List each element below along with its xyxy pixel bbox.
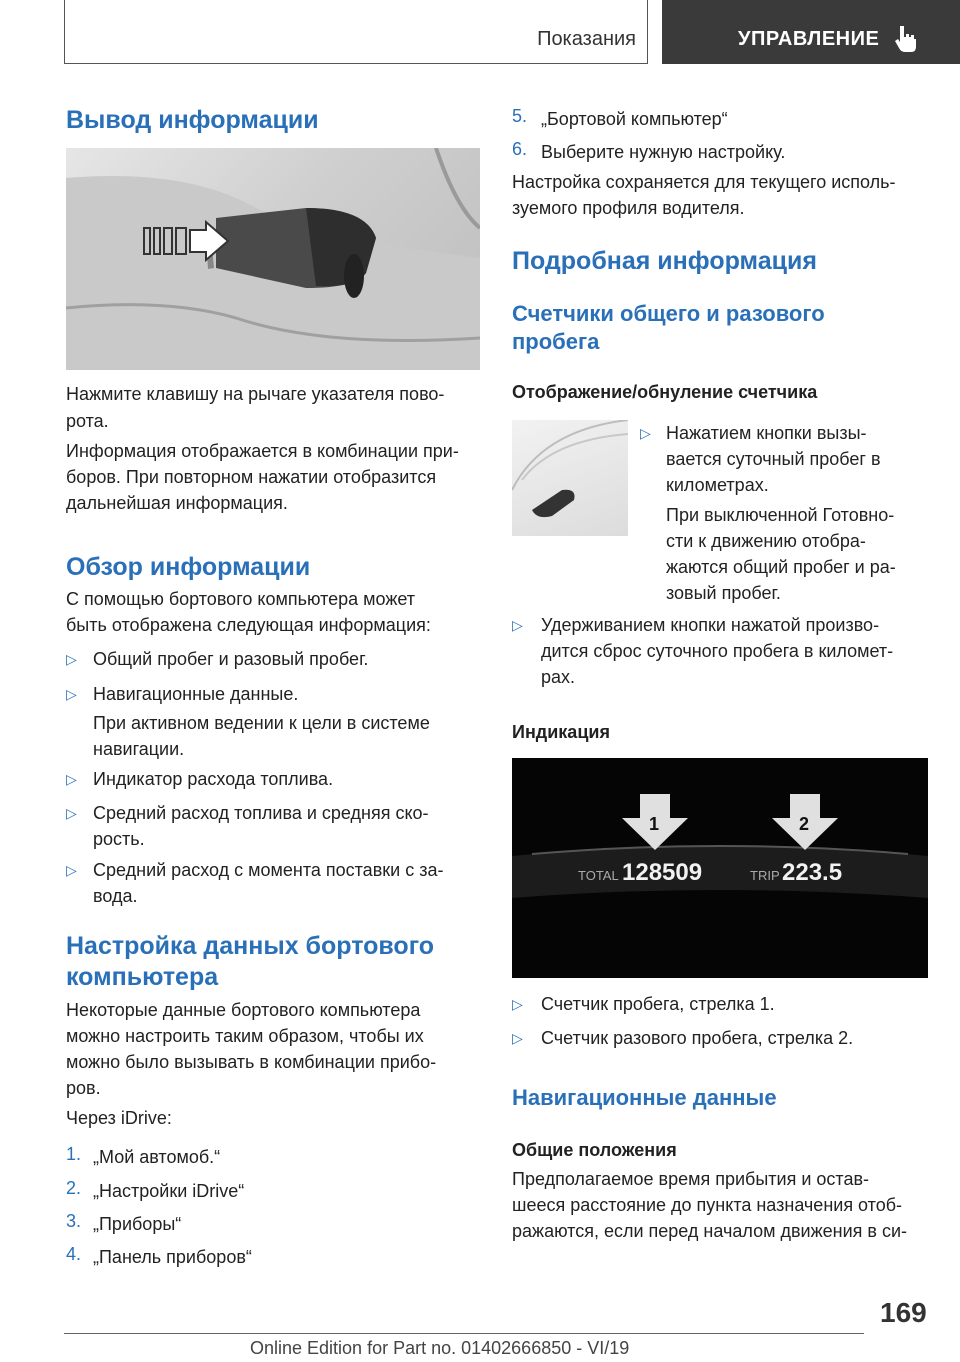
odometer-display-illustration xyxy=(512,758,928,978)
bullet-icon: ▷ xyxy=(512,617,523,633)
bullet-icon: ▷ xyxy=(66,862,77,878)
bullet-icon: ▷ xyxy=(66,805,77,821)
total-label: TOTAL xyxy=(578,868,619,883)
step-text: „Бортовой компьютер“ xyxy=(541,109,728,129)
step-text: „Панель приборов“ xyxy=(93,1247,252,1267)
list-item: Счетчик разового пробега, стрелка 2. xyxy=(541,1028,854,1048)
subsection-title-odometer-1: Счетчики общего и разового xyxy=(512,301,825,326)
trip-label: TRIP xyxy=(750,868,780,883)
header-tab-label: Показания xyxy=(537,28,636,50)
heading-indication: Индикация xyxy=(512,722,610,742)
list-item-note: зовый пробег. xyxy=(666,583,781,603)
section-title-output: Вывод информации xyxy=(66,106,319,134)
paragraph-press-key-2: рота. xyxy=(66,411,109,431)
hand-pointer-icon xyxy=(892,24,920,54)
list-item: вода. xyxy=(93,886,138,906)
list-item-note: При активном ведении к цели в системе xyxy=(93,713,430,733)
section-title-overview: Обзор информации xyxy=(66,553,311,581)
page-number: 169 xyxy=(880,1297,927,1328)
list-item: дится сброс суточного пробега в километ- xyxy=(541,641,894,661)
bullet-icon: ▷ xyxy=(512,1030,523,1046)
list-item-note: При выключенной Готовно- xyxy=(666,505,895,525)
step-text: „Мой автомоб.“ xyxy=(93,1147,221,1167)
bullet-icon: ▷ xyxy=(512,996,523,1012)
paragraph-navigation-2: шееся расстояние до пункта назначения отоб- xyxy=(512,1195,903,1215)
list-item-note: сти к движению отобра- xyxy=(666,531,866,551)
footer-edition: Online Edition for Part no. 01402666850 - VI/19 xyxy=(250,1338,630,1358)
list-item: Навигационные данные. xyxy=(93,684,299,704)
list-item-note: жаются общий пробег и ра- xyxy=(666,557,896,577)
step-text: Выберите нужную настройку. xyxy=(541,142,786,162)
subsection-title-odometer-2: пробега xyxy=(512,329,600,354)
paragraph-profile-1: Настройка сохраняется для текущего исполь- xyxy=(512,172,896,192)
list-item: Удерживанием кнопки нажатой произво- xyxy=(541,615,880,635)
reset-button-illustration xyxy=(512,420,628,536)
step-text: „Приборы“ xyxy=(93,1214,182,1234)
list-item: Общий пробег и разовый пробег. xyxy=(93,649,369,669)
paragraph-overview-2: быть отображена следующая информация: xyxy=(66,615,431,635)
step-number: 1. xyxy=(66,1144,82,1164)
heading-general: Общие положения xyxy=(512,1140,677,1160)
paragraph-profile-2: зуемого профиля водителя. xyxy=(512,198,745,218)
list-item-note: навигации. xyxy=(93,739,185,759)
step-number: 2. xyxy=(66,1178,82,1198)
heading-display-reset: Отображение/обнуление счетчика xyxy=(512,382,818,402)
paragraph-settings-1: Некоторые данные бортового компьютера xyxy=(66,1000,421,1020)
section-title-settings-2: компьютера xyxy=(66,963,219,991)
bullet-icon: ▷ xyxy=(66,771,77,787)
step-number: 6. xyxy=(512,139,528,159)
paragraph-press-key-1: Нажмите клавишу на рычаге указателя пово- xyxy=(66,384,445,404)
paragraph-settings-4: ров. xyxy=(66,1078,101,1098)
list-item: Индикатор расхода топлива. xyxy=(93,769,334,789)
paragraph-info-3: дальнейшая информация. xyxy=(66,493,288,513)
paragraph-settings-2: можно настроить таким образом, чтобы их xyxy=(66,1026,424,1046)
arrow-2-label: 2 xyxy=(799,814,810,834)
bullet-icon: ▷ xyxy=(640,425,651,441)
paragraph-settings-3: можно было вызывать в комбинации прибо- xyxy=(66,1052,437,1072)
trip-value: 223.5 xyxy=(782,859,843,886)
list-item: рость. xyxy=(93,829,145,849)
section-title-navigation: Навигационные данные xyxy=(512,1085,777,1110)
section-title-details: Подробная информация xyxy=(512,247,817,275)
list-item: Счетчик пробега, стрелка 1. xyxy=(541,994,775,1014)
paragraph-navigation-3: ражаются, если перед началом движения в си- xyxy=(512,1221,907,1241)
paragraph-overview-1: С помощью бортового компьютера может xyxy=(66,589,416,609)
step-number: 3. xyxy=(66,1211,82,1231)
lever-illustration xyxy=(66,148,480,370)
paragraph-info-2: боров. При повторном нажатии отобразится xyxy=(66,467,437,487)
list-item: километрах. xyxy=(666,475,769,495)
header-section-label: УПРАВЛЕНИЕ xyxy=(738,28,880,50)
section-title-settings-1: Настройка данных бортового xyxy=(66,932,435,960)
header-margin xyxy=(0,0,65,64)
step-number: 5. xyxy=(512,106,528,126)
step-number: 4. xyxy=(66,1244,82,1264)
list-item: вается суточный пробег в xyxy=(666,449,881,469)
list-item: рах. xyxy=(541,667,576,687)
arrow-1-label: 1 xyxy=(649,814,660,834)
list-item: Нажатием кнопки вызы- xyxy=(666,423,867,443)
paragraph-info-1: Информация отображается в комбинации при- xyxy=(66,441,459,461)
paragraph-idrive: Через iDrive: xyxy=(66,1108,172,1128)
footer-divider xyxy=(64,1333,864,1334)
bullet-icon: ▷ xyxy=(66,686,77,702)
step-text: „Настройки iDrive“ xyxy=(93,1181,245,1201)
total-value: 128509 xyxy=(622,859,703,886)
paragraph-navigation-1: Предполагаемое время прибытия и остав- xyxy=(512,1169,870,1189)
list-item: Средний расход топлива и средняя ско- xyxy=(93,803,429,823)
list-item: Средний расход с момента поставки с за- xyxy=(93,860,444,880)
bullet-icon: ▷ xyxy=(66,651,77,667)
